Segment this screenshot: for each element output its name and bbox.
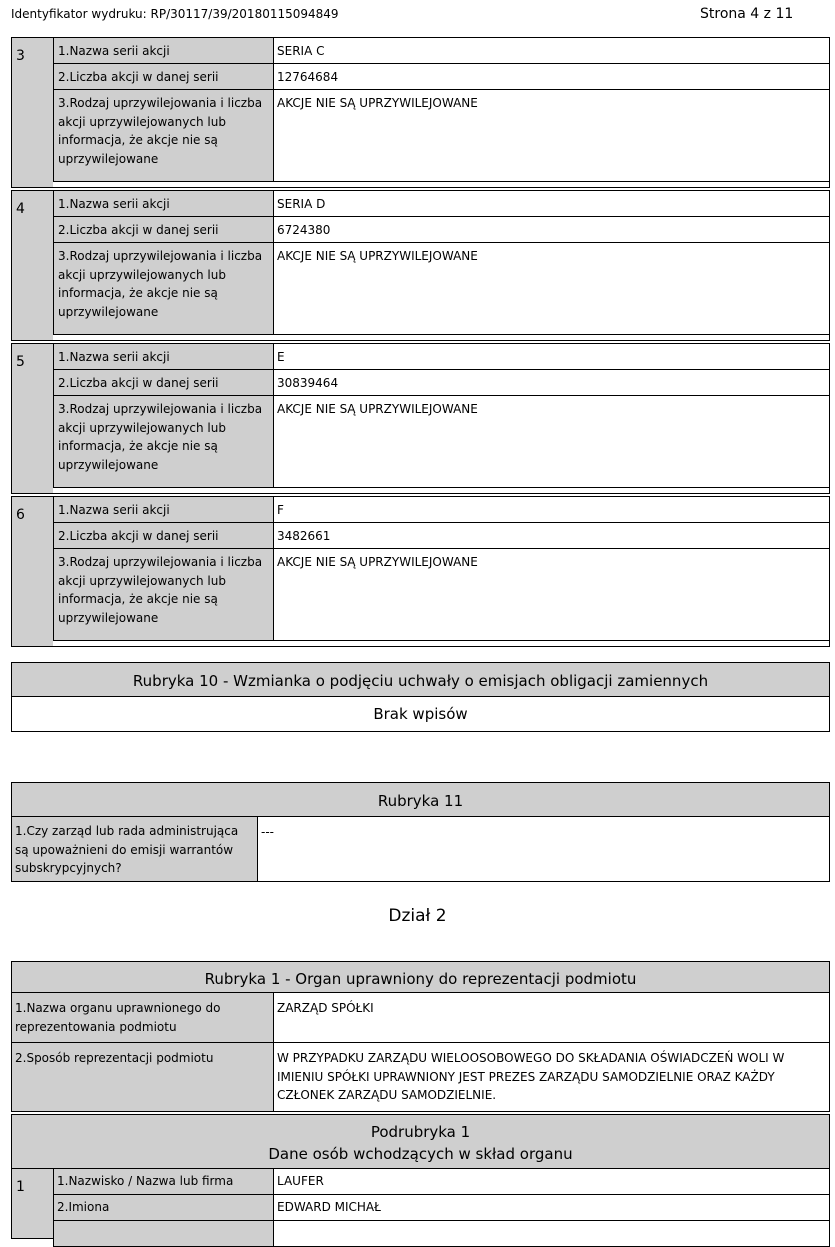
series-name-value: SERIA D <box>274 190 830 216</box>
series-name-label: 1.Nazwa serii akcji <box>53 343 274 369</box>
warrants-question-label: 1.Czy zarząd lub rada administrująca są upoważnieni do emisji warrantów subskrypcyjnych? <box>12 817 258 881</box>
warrants-question-value: --- <box>261 825 274 839</box>
person-number: 1 <box>11 1169 53 1239</box>
series-name-value: SERIA C <box>274 37 830 63</box>
series-number: 3 <box>11 37 53 188</box>
section-title: Dział 2 <box>388 906 447 926</box>
rubryka-10-empty: Brak wpisów <box>373 705 468 723</box>
series-number: 5 <box>11 343 53 494</box>
series-number: 4 <box>11 190 53 341</box>
rubryka-10-box <box>11 662 830 732</box>
first-names-label: 2.Imiona <box>53 1195 274 1221</box>
series-name-label: 1.Nazwa serii akcji <box>53 190 274 216</box>
next-row-label <box>53 1221 274 1247</box>
rubryka-11-title: Rubryka 11 <box>12 783 829 817</box>
series-priv-value: AKCJE NIE SĄ UPRZYWILEJOWANE <box>274 548 830 640</box>
series-spacer <box>53 334 830 341</box>
series-priv-label: 3.Rodzaj uprzywilejowania i liczba akcji uprzywilejowanych lub informacja, że akcje nie są uprzywilejowane <box>53 89 274 181</box>
series-group <box>11 37 830 188</box>
series-count-value: 30839464 <box>274 369 830 395</box>
surname-value: LAUFER <box>274 1169 830 1195</box>
print-identifier: Identyfikator wydruku: RP/30117/39/20180115094849 <box>11 7 339 21</box>
series-group <box>11 190 830 341</box>
page-number: Strona 4 z 11 <box>700 6 794 22</box>
representation-method-label: 2.Sposób reprezentacji podmiotu <box>12 1043 274 1111</box>
podrubryka-title: Podrubryka 1 <box>370 1122 471 1141</box>
rubryka-11-box <box>11 782 830 882</box>
series-priv-value: AKCJE NIE SĄ UPRZYWILEJOWANE <box>274 242 830 334</box>
first-names-value: EDWARD MICHAŁ <box>274 1195 830 1221</box>
series-count-label: 2.Liczba akcji w danej serii <box>53 369 274 395</box>
series-name-label: 1.Nazwa serii akcji <box>53 37 274 63</box>
series-name-value: F <box>274 496 830 522</box>
series-spacer <box>53 487 830 494</box>
organ-name-value: ZARZĄD SPÓŁKI <box>277 1001 374 1015</box>
series-priv-value: AKCJE NIE SĄ UPRZYWILEJOWANE <box>274 89 830 181</box>
series-priv-value: AKCJE NIE SĄ UPRZYWILEJOWANE <box>274 395 830 487</box>
organ-name-label: 1.Nazwa organu uprawnionego do reprezentowania podmiotu <box>12 993 274 1042</box>
series-count-value: 3482661 <box>274 522 830 548</box>
podrubryka-subtitle: Dane osób wchodzących w skład organu <box>268 1144 573 1163</box>
rubryka-1-title: Rubryka 1 - Organ uprawniony do reprezentacji podmiotu <box>11 961 830 993</box>
series-spacer <box>53 181 830 188</box>
series-count-label: 2.Liczba akcji w danej serii <box>53 63 274 89</box>
series-group <box>11 496 830 647</box>
series-count-value: 6724380 <box>274 216 830 242</box>
series-count-label: 2.Liczba akcji w danej serii <box>53 216 274 242</box>
dzial-2-rubryka-1 <box>11 961 830 1247</box>
series-number: 6 <box>11 496 53 647</box>
share-series-table <box>11 37 830 649</box>
series-name-label: 1.Nazwa serii akcji <box>53 496 274 522</box>
next-row-value <box>274 1221 830 1247</box>
surname-label: 1.Nazwisko / Nazwa lub firma <box>53 1169 274 1195</box>
series-priv-label: 3.Rodzaj uprzywilejowania i liczba akcji uprzywilejowanych lub informacja, że akcje nie są uprzywilejowane <box>53 395 274 487</box>
series-count-label: 2.Liczba akcji w danej serii <box>53 522 274 548</box>
series-name-value: E <box>274 343 830 369</box>
person-group <box>11 1169 830 1247</box>
series-group <box>11 343 830 494</box>
representation-method-value: W PRZYPADKU ZARZĄDU WIELOOSOBOWEGO DO SKŁADANIA OŚWIADCZEŃ WOLI W IMIENIU SPÓŁKI UPRAWNIONY JEST PREZES ZARZĄDU SAMODZIELNIE ORAZ KAŻDY CZŁONEK ZARZĄDU SAMODZIELNIE. <box>277 1051 785 1102</box>
series-count-value: 12764684 <box>274 63 830 89</box>
podrubryka-header <box>11 1114 830 1169</box>
rubryka-10-title: Rubryka 10 - Wzmianka o podjęciu uchwały o emisjach obligacji zamiennych <box>12 663 829 697</box>
series-priv-label: 3.Rodzaj uprzywilejowania i liczba akcji uprzywilejowanych lub informacja, że akcje nie są uprzywilejowane <box>53 242 274 334</box>
series-priv-label: 3.Rodzaj uprzywilejowania i liczba akcji uprzywilejowanych lub informacja, że akcje nie są uprzywilejowane <box>53 548 274 640</box>
series-spacer <box>53 640 830 647</box>
